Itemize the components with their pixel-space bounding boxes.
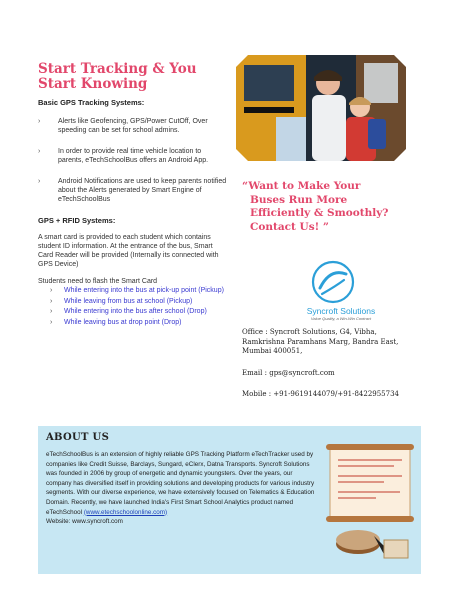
list-item: › While entering into the bus at pick-up point (Pickup): [50, 287, 224, 294]
about-text: eTechSchoolBus is an extension of highly reliable GPS Tracking Platform eTechTracker used by companies like Credit Suisse, Barclays, Sungard, eClerx, Datna Transports. Syncroft Solutions was founded in 2006 by group of energetic and dynamic youngsters. Over the years, our company has diversified itself in providing solutions and developing products for various industry segments. With our diverse experience, we have extensively focused on Telematics & Education Domain. Recently, we have launched India's First Smart School Analytics product named eTechSchool (www.etechschoolonline.com) Website: www.syncroft.com: [46, 451, 315, 526]
arrow-bullet-icon: ›: [38, 178, 41, 185]
school-bus-photo: [236, 55, 406, 161]
left-column: [38, 62, 228, 329]
list-item: › Android Notifications are used to keep parents notified about the Alerts generated by Smart Engine of eTechSchoolBus: [38, 178, 227, 203]
website-line: Website: www.syncroft.com: [46, 518, 123, 526]
arrow-bullet-icon: ›: [50, 318, 53, 326]
email-line: Email : gps@syncroft.com: [242, 368, 335, 377]
basic-gps-list: [38, 117, 228, 204]
contact-info: [242, 328, 447, 412]
list-item: › While leaving from bus at school (Pickup): [50, 297, 193, 305]
arrow-bullet-icon: ›: [50, 297, 53, 305]
office-address: Office : Syncroft Solutions, G4, Vibha, Ramkrishna Paramhans Marg, Bandra East, Mumbai 400051,: [242, 328, 399, 355]
contact-quote: “Want to Make Your Buses Run More Efficiently & Smoothly? Contact Us! ”: [242, 180, 389, 233]
list-item: › Alerts like Geofencing, GPS/Power CutOff, Over speeding can be set for school admins.: [38, 118, 208, 134]
students-list: [38, 287, 228, 327]
list-item: › While entering into the bus after school (Drop): [50, 308, 207, 315]
arrow-bullet-icon: ›: [50, 308, 53, 315]
headline-line-1: Start Tracking & You: [38, 61, 197, 77]
headline: [38, 62, 228, 92]
school-bus-illustration: [236, 55, 406, 161]
rfid-paragraph: A smart card is provided to each student which contains student ID information. At the entrance of the bus, Smart Card Reader will be provided (Internally its connected with GPS Device): [38, 234, 219, 268]
arrow-bullet-icon: ›: [50, 287, 53, 294]
list-item: › In order to provide real time vehicle location to parents, eTechSchoolBus offers an Android App.: [38, 148, 209, 164]
headline-line-2: Start Knowing: [38, 76, 148, 92]
scroll-diploma-icon: [324, 440, 416, 566]
list-item: › While leaving bus at drop point (Drop): [50, 318, 182, 326]
about-title: ABOUT US: [46, 432, 110, 443]
arrow-bullet-icon: ›: [38, 118, 41, 125]
basic-gps-heading: Basic GPS Tracking Systems:: [38, 98, 145, 107]
arrow-bullet-icon: ›: [38, 148, 41, 155]
rfid-heading: GPS + RFID Systems:: [38, 216, 116, 225]
students-heading: Students need to flash the Smart Card: [38, 278, 158, 285]
company-name: Syncroft Solutions: [306, 306, 376, 316]
company-tagline: Value Quality, a Win-Win Contract: [310, 316, 372, 321]
mobile-line: Mobile : +91-9619144079/+91-8422955734: [242, 390, 399, 398]
etechschool-link[interactable]: (www.etechschoolonline.com): [83, 508, 168, 516]
about-us-section: [38, 426, 421, 574]
